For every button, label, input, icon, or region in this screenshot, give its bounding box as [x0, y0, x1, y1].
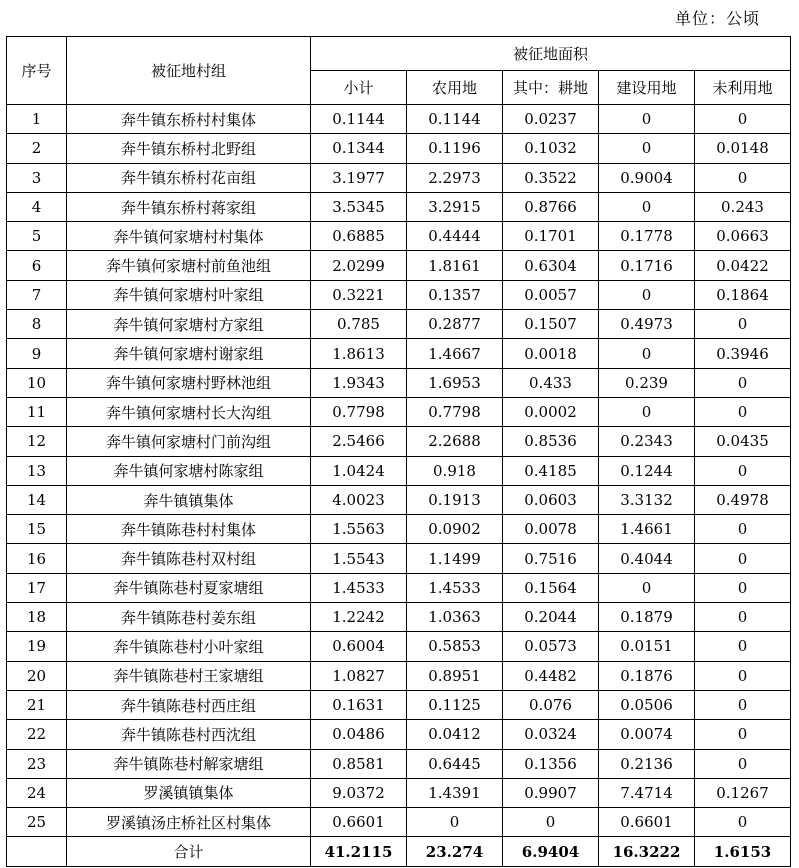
cell-subtotal: 0.785	[311, 310, 407, 339]
cell-group: 奔牛镇何家塘村村集体	[67, 222, 311, 251]
cell-farmland: 0.1125	[407, 690, 503, 719]
cell-farmland: 0.0412	[407, 720, 503, 749]
cell-seq: 18	[7, 603, 67, 632]
cell-unused: 0.4978	[695, 485, 791, 514]
cell-unused: 0	[695, 573, 791, 602]
cell-group: 奔牛镇镇集体	[67, 485, 311, 514]
cell-farmland: 0.7798	[407, 397, 503, 426]
cell-group: 奔牛镇陈巷村村集体	[67, 515, 311, 544]
cell-construction: 0.1876	[599, 661, 695, 690]
cell-group: 奔牛镇何家塘村方家组	[67, 310, 311, 339]
cell-farmland: 1.0363	[407, 603, 503, 632]
cell-farmland: 0.4444	[407, 222, 503, 251]
cell-construction: 0.0074	[599, 720, 695, 749]
cell-farmland: 0.1196	[407, 134, 503, 163]
cell-cultivated: 0.1356	[503, 749, 599, 778]
total-seq	[7, 837, 67, 867]
table-row	[7, 632, 791, 661]
cell-subtotal: 4.0023	[311, 485, 407, 514]
cell-unused: 0	[695, 105, 791, 134]
cell-subtotal: 0.6885	[311, 222, 407, 251]
cell-subtotal: 1.5563	[311, 515, 407, 544]
cell-subtotal: 0.6601	[311, 808, 407, 837]
cell-construction: 1.4661	[599, 515, 695, 544]
total-unused: 1.6153	[695, 837, 791, 867]
table-row	[7, 105, 791, 134]
cell-unused: 0.0422	[695, 251, 791, 280]
total-cultivated: 6.9404	[503, 837, 599, 867]
cell-unused: 0.0435	[695, 427, 791, 456]
land-acquisition-table	[6, 36, 791, 867]
unit-label: 单位：公顷	[674, 9, 760, 28]
cell-unused: 0	[695, 690, 791, 719]
cell-cultivated: 0.0573	[503, 632, 599, 661]
header-subtotal: 小计	[311, 71, 407, 105]
cell-farmland: 0.6445	[407, 749, 503, 778]
cell-cultivated: 0.0603	[503, 485, 599, 514]
cell-farmland: 0.8951	[407, 661, 503, 690]
cell-subtotal: 1.4533	[311, 573, 407, 602]
cell-seq: 4	[7, 192, 67, 221]
cell-subtotal: 1.5543	[311, 544, 407, 573]
cell-subtotal: 0.3221	[311, 280, 407, 309]
table-row	[7, 720, 791, 749]
cell-farmland: 0.918	[407, 456, 503, 485]
cell-cultivated: 0.0078	[503, 515, 599, 544]
table-row	[7, 808, 791, 837]
cell-unused: 0	[695, 603, 791, 632]
cell-subtotal: 9.0372	[311, 778, 407, 807]
cell-cultivated: 0.9907	[503, 778, 599, 807]
cell-cultivated: 0.4185	[503, 456, 599, 485]
cell-construction: 0.9004	[599, 163, 695, 192]
cell-subtotal: 0.1144	[311, 105, 407, 134]
table-row	[7, 134, 791, 163]
cell-construction: 0	[599, 105, 695, 134]
cell-cultivated: 0.1032	[503, 134, 599, 163]
cell-seq: 16	[7, 544, 67, 573]
cell-group: 奔牛镇陈巷村解家塘组	[67, 749, 311, 778]
cell-group: 奔牛镇东桥村花亩组	[67, 163, 311, 192]
cell-cultivated: 0.0002	[503, 397, 599, 426]
cell-cultivated: 0.1564	[503, 573, 599, 602]
table-row	[7, 661, 791, 690]
cell-cultivated: 0.1701	[503, 222, 599, 251]
cell-farmland: 1.1499	[407, 544, 503, 573]
cell-unused: 0.0148	[695, 134, 791, 163]
cell-seq: 24	[7, 778, 67, 807]
table-row	[7, 749, 791, 778]
total-label: 合计	[67, 837, 311, 867]
cell-seq: 11	[7, 397, 67, 426]
total-row	[7, 837, 791, 867]
cell-construction: 0	[599, 397, 695, 426]
table-row	[7, 690, 791, 719]
cell-subtotal: 1.2242	[311, 603, 407, 632]
cell-group: 罗溪镇汤庄桥社区村集体	[67, 808, 311, 837]
cell-seq: 10	[7, 368, 67, 397]
cell-group: 奔牛镇东桥村村集体	[67, 105, 311, 134]
cell-construction: 0.0151	[599, 632, 695, 661]
cell-group: 奔牛镇何家塘村陈家组	[67, 456, 311, 485]
table-row	[7, 485, 791, 514]
header-unused: 未利用地	[695, 71, 791, 105]
cell-construction: 0.4973	[599, 310, 695, 339]
header-group: 被征地村组	[67, 37, 311, 105]
header-area: 被征地面积	[311, 37, 791, 71]
cell-farmland: 2.2688	[407, 427, 503, 456]
table-row	[7, 427, 791, 456]
header-construction: 建设用地	[599, 71, 695, 105]
cell-seq: 7	[7, 280, 67, 309]
cell-seq: 23	[7, 749, 67, 778]
cell-group: 奔牛镇陈巷村西沈组	[67, 720, 311, 749]
cell-subtotal: 1.9343	[311, 368, 407, 397]
cell-seq: 13	[7, 456, 67, 485]
cell-subtotal: 0.1631	[311, 690, 407, 719]
cell-seq: 9	[7, 339, 67, 368]
cell-construction: 0.1244	[599, 456, 695, 485]
total-subtotal: 41.2115	[311, 837, 407, 867]
cell-cultivated: 0.076	[503, 690, 599, 719]
cell-construction: 0	[599, 280, 695, 309]
cell-seq: 1	[7, 105, 67, 134]
cell-unused: 0.1267	[695, 778, 791, 807]
cell-cultivated: 0.2044	[503, 603, 599, 632]
cell-group: 奔牛镇何家塘村门前沟组	[67, 427, 311, 456]
cell-unused: 0	[695, 749, 791, 778]
table-row	[7, 603, 791, 632]
cell-cultivated: 0.8536	[503, 427, 599, 456]
cell-cultivated: 0.8766	[503, 192, 599, 221]
cell-construction: 0.1879	[599, 603, 695, 632]
cell-unused: 0	[695, 632, 791, 661]
cell-group: 奔牛镇陈巷村夏家塘组	[67, 573, 311, 602]
cell-seq: 19	[7, 632, 67, 661]
table-row	[7, 397, 791, 426]
cell-unused: 0	[695, 661, 791, 690]
cell-seq: 8	[7, 310, 67, 339]
cell-construction: 0	[599, 192, 695, 221]
cell-subtotal: 0.8581	[311, 749, 407, 778]
cell-construction: 0.1778	[599, 222, 695, 251]
cell-farmland: 1.4533	[407, 573, 503, 602]
cell-unused: 0	[695, 310, 791, 339]
cell-seq: 20	[7, 661, 67, 690]
cell-group: 奔牛镇何家塘村谢家组	[67, 339, 311, 368]
cell-cultivated: 0.433	[503, 368, 599, 397]
cell-unused: 0	[695, 163, 791, 192]
cell-subtotal: 1.0827	[311, 661, 407, 690]
cell-construction: 7.4714	[599, 778, 695, 807]
cell-group: 奔牛镇陈巷村小叶家组	[67, 632, 311, 661]
cell-farmland: 0.1357	[407, 280, 503, 309]
cell-group: 奔牛镇东桥村蒋家组	[67, 192, 311, 221]
cell-unused: 0	[695, 544, 791, 573]
cell-subtotal: 3.5345	[311, 192, 407, 221]
header-cultivated: 其中：耕地	[503, 71, 599, 105]
cell-subtotal: 1.0424	[311, 456, 407, 485]
cell-seq: 17	[7, 573, 67, 602]
cell-construction: 0.1716	[599, 251, 695, 280]
table-row	[7, 163, 791, 192]
cell-construction: 0.2343	[599, 427, 695, 456]
cell-farmland: 1.4391	[407, 778, 503, 807]
cell-cultivated: 0.6304	[503, 251, 599, 280]
table-row	[7, 573, 791, 602]
cell-unused: 0.3946	[695, 339, 791, 368]
cell-cultivated: 0.1507	[503, 310, 599, 339]
cell-group: 奔牛镇东桥村北野组	[67, 134, 311, 163]
cell-unused: 0	[695, 515, 791, 544]
cell-construction: 0	[599, 339, 695, 368]
table-row	[7, 544, 791, 573]
cell-seq: 2	[7, 134, 67, 163]
total-farmland: 23.274	[407, 837, 503, 867]
cell-seq: 14	[7, 485, 67, 514]
table-row	[7, 368, 791, 397]
cell-farmland: 0.1144	[407, 105, 503, 134]
table-row	[7, 222, 791, 251]
cell-unused: 0.243	[695, 192, 791, 221]
cell-subtotal: 0.0486	[311, 720, 407, 749]
cell-seq: 3	[7, 163, 67, 192]
cell-subtotal: 2.0299	[311, 251, 407, 280]
cell-group: 奔牛镇何家塘村长大沟组	[67, 397, 311, 426]
cell-seq: 22	[7, 720, 67, 749]
total-construction: 16.3222	[599, 837, 695, 867]
cell-construction: 0.6601	[599, 808, 695, 837]
cell-subtotal: 3.1977	[311, 163, 407, 192]
cell-subtotal: 2.5466	[311, 427, 407, 456]
table-row	[7, 515, 791, 544]
cell-unused: 0.0663	[695, 222, 791, 251]
cell-subtotal: 1.8613	[311, 339, 407, 368]
cell-group: 奔牛镇何家塘村野林池组	[67, 368, 311, 397]
cell-farmland: 1.8161	[407, 251, 503, 280]
cell-cultivated: 0.0018	[503, 339, 599, 368]
cell-farmland: 0.0902	[407, 515, 503, 544]
cell-seq: 12	[7, 427, 67, 456]
cell-seq: 15	[7, 515, 67, 544]
cell-construction: 0.4044	[599, 544, 695, 573]
table-body	[7, 105, 791, 837]
cell-construction: 0.0506	[599, 690, 695, 719]
cell-unused: 0	[695, 368, 791, 397]
cell-cultivated: 0.7516	[503, 544, 599, 573]
header-farmland: 农用地	[407, 71, 503, 105]
table-row	[7, 778, 791, 807]
cell-unused: 0	[695, 720, 791, 749]
cell-farmland: 0.1913	[407, 485, 503, 514]
cell-unused: 0.1864	[695, 280, 791, 309]
cell-construction: 0	[599, 134, 695, 163]
cell-cultivated: 0.3522	[503, 163, 599, 192]
cell-subtotal: 0.6004	[311, 632, 407, 661]
table-row	[7, 192, 791, 221]
table-row	[7, 251, 791, 280]
cell-group: 奔牛镇陈巷村西庄组	[67, 690, 311, 719]
cell-unused: 0	[695, 397, 791, 426]
cell-seq: 21	[7, 690, 67, 719]
cell-group: 奔牛镇陈巷村双村组	[67, 544, 311, 573]
table-row	[7, 310, 791, 339]
cell-seq: 6	[7, 251, 67, 280]
cell-group: 罗溪镇镇集体	[67, 778, 311, 807]
cell-subtotal: 0.7798	[311, 397, 407, 426]
cell-cultivated: 0.4482	[503, 661, 599, 690]
cell-seq: 5	[7, 222, 67, 251]
cell-cultivated: 0	[503, 808, 599, 837]
cell-unused: 0	[695, 456, 791, 485]
cell-construction: 3.3132	[599, 485, 695, 514]
cell-farmland: 1.4667	[407, 339, 503, 368]
cell-unused: 0	[695, 808, 791, 837]
cell-construction: 0.2136	[599, 749, 695, 778]
table-row	[7, 456, 791, 485]
cell-cultivated: 0.0324	[503, 720, 599, 749]
cell-farmland: 0.5853	[407, 632, 503, 661]
cell-construction: 0.239	[599, 368, 695, 397]
cell-group: 奔牛镇何家塘村前鱼池组	[67, 251, 311, 280]
table-row	[7, 280, 791, 309]
cell-farmland: 2.2973	[407, 163, 503, 192]
cell-farmland: 3.2915	[407, 192, 503, 221]
cell-group: 奔牛镇何家塘村叶家组	[67, 280, 311, 309]
cell-subtotal: 0.1344	[311, 134, 407, 163]
cell-farmland: 0.2877	[407, 310, 503, 339]
cell-farmland: 0	[407, 808, 503, 837]
cell-cultivated: 0.0057	[503, 280, 599, 309]
cell-group: 奔牛镇陈巷村王家塘组	[67, 661, 311, 690]
cell-seq: 25	[7, 808, 67, 837]
cell-construction: 0	[599, 573, 695, 602]
table-row	[7, 339, 791, 368]
header-seq: 序号	[7, 37, 67, 105]
cell-group: 奔牛镇陈巷村姜东组	[67, 603, 311, 632]
cell-cultivated: 0.0237	[503, 105, 599, 134]
cell-farmland: 1.6953	[407, 368, 503, 397]
